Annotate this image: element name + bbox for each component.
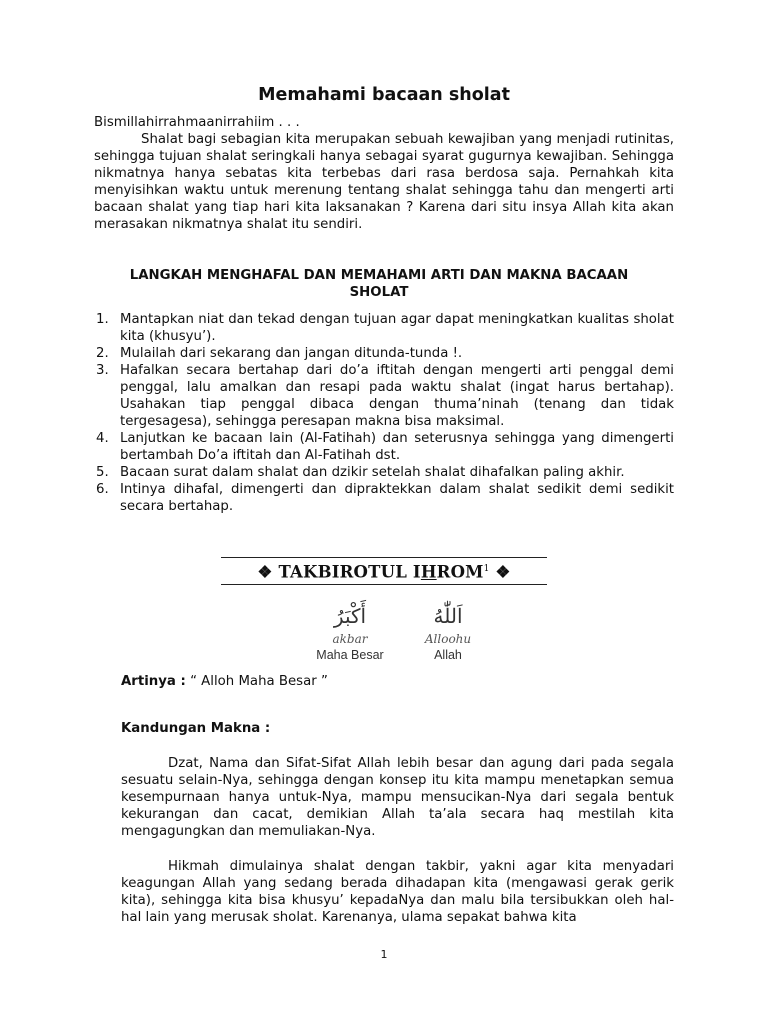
list-item: 2. Mulailah dari sekarang dan jangan ditunda-tunda !. <box>96 346 463 361</box>
arabic-word-allah: اَللّٰهُ Alloohu Allah <box>424 603 472 662</box>
kandungan-paragraph: Dzat, Nama dan Sifat-Sifat Allah lebih besar dan agung dari pada segala sesuatu selain-Nya, sehingga dengan konsep itu kita mampu menetapkan semua kesempurnaan hanya untuk-Nya, mampu mensucikan-Nya dari segala bentuk kekurangan dan cacat, demikian Allah ta’ala secara haq mestilah kita mengagungkan dan memuliakan-Nya. <box>121 755 674 839</box>
takbir-title: ❖ TAKBIROTUL IHROM$^1$ ❖ <box>257 562 511 582</box>
kandungan-heading: Kandungan Makna : <box>121 720 271 736</box>
arabic-words <box>124 603 674 663</box>
list-item: 1. Mantapkan niat dan tekad dengan tujuan agar dapat meningkatkan kualitas sholat kita (khusyu’). <box>96 312 674 344</box>
list-item: 6. Intinya dihafal, dimengerti dan dipraktekkan dalam shalat sedikit demi sedikit secara bertahap. <box>96 482 674 514</box>
document-page <box>94 84 674 926</box>
list-item: 3. Hafalkan secara bertahap dari do’a iftitah dengan mengerti arti penggal demi penggal, lalu amalkan dan resapi pada waktu shalat (ingat harus bertahap). Usahakan tiap penggal dibaca dengan thuma’ninah (tenang dan tidak tergesagesa), sehingga peresapan makna bisa maksimal. <box>96 363 674 429</box>
list-item: 5. Bacaan surat dalam shalat dan dzikir setelah shalat dihafalkan paling akhir. <box>96 465 625 480</box>
steps-list <box>94 311 674 515</box>
page-number: 1 <box>380 948 388 961</box>
arabic-word-akbar: أَكْبَرُ akbar Maha Besar <box>316 603 384 662</box>
hikmah-paragraph: Hikmah dimulainya shalat dengan takbir, yakni agar kita menyadari keagungan Allah yang sedang berada dihadapan kita (mengawasi gerak gerik kita), sehingga kita bisa khusyu’ kepadaNya dan malu bila tersibukkan oleh hal-hal lain yang merusak sholat. Karenanya, ulama sepakat bahwa kita <box>121 858 674 925</box>
takbir-header-box <box>221 557 547 585</box>
diamond-icon: ❖ <box>495 562 511 582</box>
diamond-icon: ❖ <box>257 562 273 582</box>
document-title: Memahami bacaan sholat <box>258 85 510 105</box>
intro-paragraph: Shalat bagi sebagian kita merupakan sebuah kewajiban yang menjadi rutinitas, sehingga tujuan shalat seringkali hanya sebagai syarat gugurnya kewajiban. Sehingga nikmatnya hanya sebatas kita terbebas dari rasa berdosa saja. Pernahkah kita menyisihkan waktu untuk merenung tentang shalat sehingga tahu dan mengerti arti bacaan shalat yang tiap hari kita laksanakan ? Karena dari situ insya Allah kita akan merasakan nikmatnya shalat itu sendiri. <box>94 132 674 232</box>
list-item: 4. Lanjutkan ke bacaan lain (Al-Fatihah) dan seterusnya sehingga yang dimengerti bertambah Do’a iftitah dan Al-Fatihah dst. <box>96 431 674 463</box>
footnote-mark: 1 <box>483 564 490 574</box>
artinya-line: Artinya : “ Alloh Maha Besar ” <box>121 673 328 689</box>
bottom-rule <box>221 584 547 585</box>
section-heading: LANGKAH MENGHAFAL DAN MEMAHAMI ARTI DAN MAKNA BACAAN SHOLAT <box>129 268 629 300</box>
greeting: Bismillahirrahmaanirrahiim . . . <box>94 115 300 130</box>
